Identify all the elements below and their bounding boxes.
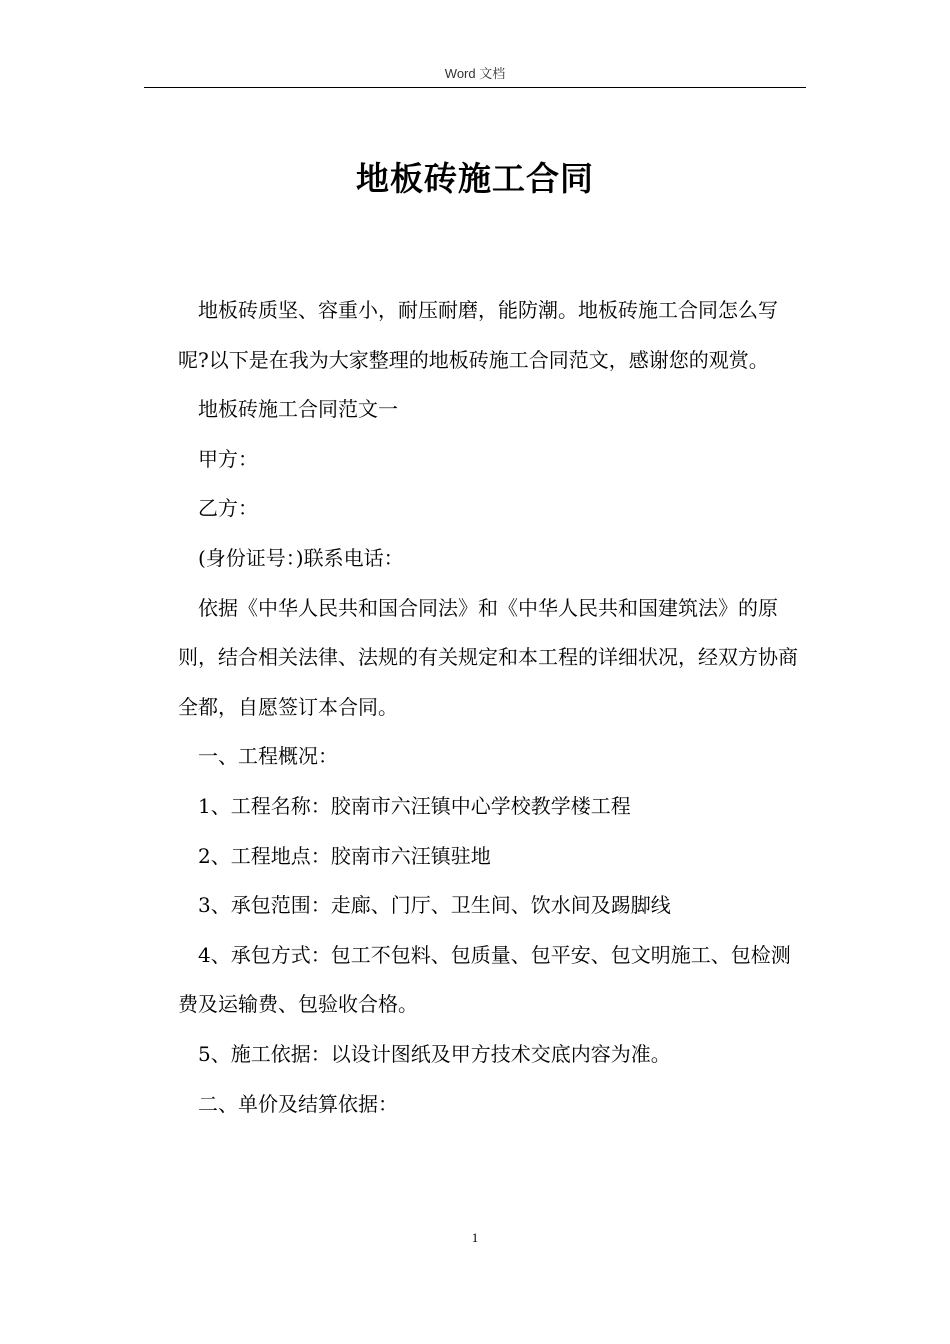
document-body — [178, 286, 804, 1129]
paragraph-construction-basis: 5、施工依据：以设计图纸及甲方技术交底内容为准。 — [198, 1041, 671, 1066]
paragraph-section-pricing: 二、单价及结算依据： — [198, 1091, 398, 1116]
paragraph-party-b: 乙方： — [198, 496, 258, 521]
document-title: 地板砖施工合同 — [356, 159, 594, 198]
page-number: 1 — [471, 1230, 479, 1245]
paragraph-sample-heading: 地板砖施工合同范文一 — [198, 397, 398, 422]
paragraph-id-phone: (身份证号：)联系电话： — [198, 545, 404, 570]
paragraph-project-location: 2、工程地点：胶南市六汪镇驻地 — [198, 843, 491, 868]
paragraph-section-overview: 一、工程概况： — [198, 744, 338, 769]
paragraph-party-a: 甲方： — [198, 446, 258, 471]
page-header-label: Word 文档 — [444, 66, 506, 81]
header-divider — [144, 87, 806, 88]
paragraph-contract-method: 4、承包方式：包工不包料、包质量、包平安、包文明施工、包检测费及运输费、包验收合格。 — [178, 942, 791, 1017]
paragraph-project-name: 1、工程名称：胶南市六汪镇中心学校教学楼工程 — [198, 793, 631, 818]
paragraph-legal-basis: 依据《中华人民共和国合同法》和《中华人民共和国建筑法》的原则，结合相关法律、法规的有关规定和本工程的详细状况，经双方协商全都，自愿签订本合同。 — [178, 595, 798, 719]
paragraph-contract-scope: 3、承包范围：走廊、门厅、卫生间、饮水间及踢脚线 — [198, 893, 671, 918]
paragraph-intro: 地板砖质坚、容重小，耐压耐磨，能防潮。地板砖施工合同怎么写呢?以下是在我为大家整理的地板砖施工合同范文，感谢您的观赏。 — [178, 298, 778, 372]
